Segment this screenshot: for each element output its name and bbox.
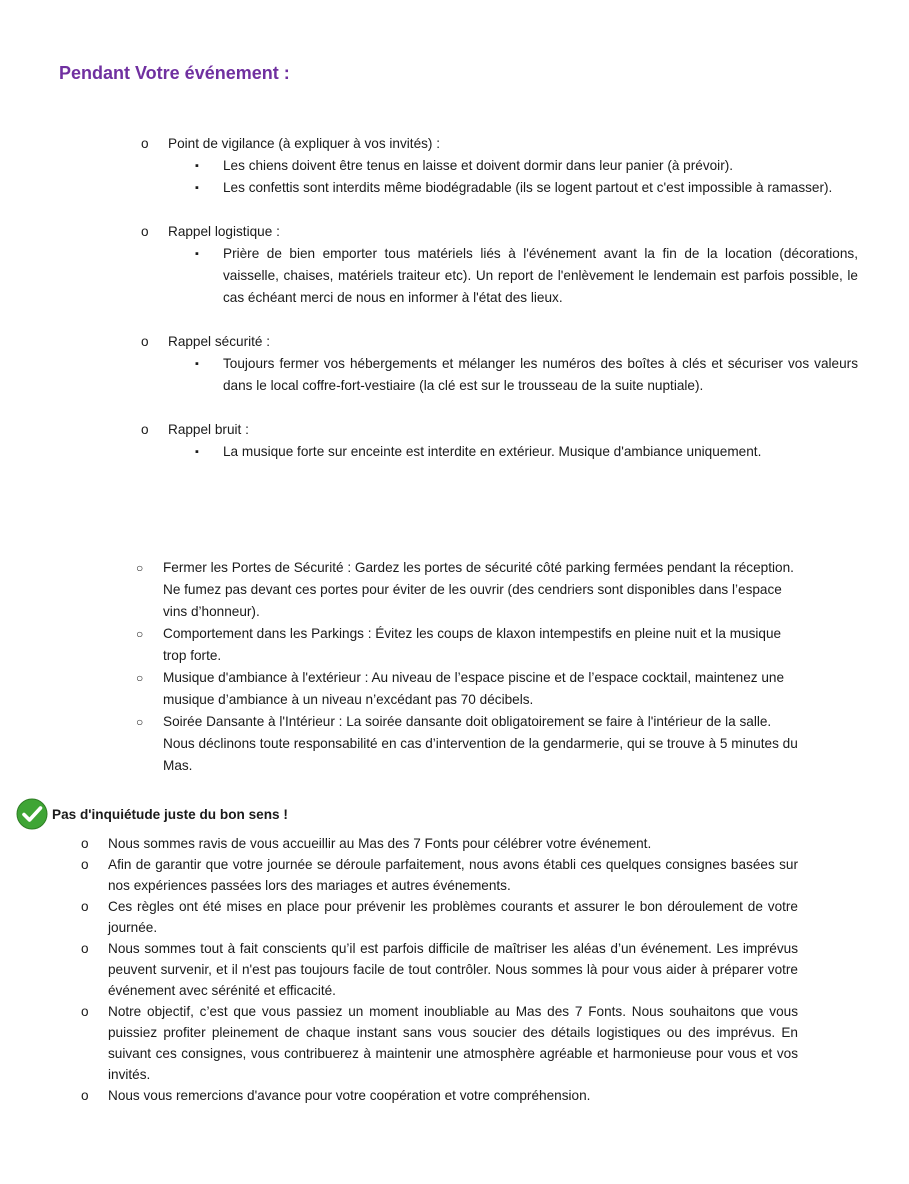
reassurance-list	[108, 833, 798, 1106]
check-circle-icon	[16, 798, 48, 830]
list-item: ▪ Les confettis sont interdits même biodégradable (ils se logent partout et c'est impossible à ramasser).	[223, 177, 858, 199]
list-item: o Ces règles ont été mises en place pour prévenir les problèmes courants et assurer le bon déroulement de votre journée.	[108, 896, 798, 938]
logistique-group	[168, 221, 858, 309]
page-title: Pendant Votre événement :	[59, 63, 290, 83]
list-item: ▪ La musique forte sur enceinte est interdite en extérieur. Musique d'ambiance uniquement.	[223, 441, 858, 463]
logistique-heading: o Rappel logistique :	[168, 221, 858, 243]
bruit-list	[168, 441, 858, 463]
logistique-list	[168, 243, 858, 309]
list-item: ○ Musique d'ambiance à l'extérieur : Au niveau de l’espace piscine et de l’espace cocktail, maintenez une musique d’ambiance à un niveau n’excédant pas 70 décibels.	[163, 667, 803, 711]
bruit-group	[168, 419, 858, 463]
list-item: ○ Soirée Dansante à l'Intérieur : La soirée dansante doit obligatoirement se faire à l'intérieur de la salle. Nous déclinons toute responsabilité en cas d’intervention de la gendarmerie, qui se trouve à 5 minutes du Mas.	[163, 711, 803, 777]
securite-heading: o Rappel sécurité :	[168, 331, 858, 353]
vigilance-heading: o Point de vigilance (à expliquer à vos invités) :	[168, 133, 858, 155]
reassurance-section	[108, 833, 798, 1106]
rules-list	[163, 557, 803, 777]
list-item: o Nous sommes tout à fait conscients qu’il est parfois difficile de maîtriser les aléas d’un événement. Les imprévus peuvent survenir, et il n'est pas toujours facile de tout contrôler. Nous sommes là pour vous aider à préparer votre événement avec sérénité et efficacité.	[108, 938, 798, 1001]
list-item: o Notre objectif, c’est que vous passiez un moment inoubliable au Mas des 7 Fonts. Nous souhaitons que vous puissiez profiter pleinement de chaque instant sans vous soucier des détails logistiques ou des imprévus. En suivant ces consignes, vous contribuerez à maintenir une atmosphère agréable et harmonieuse pour vous et vos invités.	[108, 1001, 798, 1085]
securite-group	[168, 331, 858, 397]
list-item: ▪ Prière de bien emporter tous matériels liés à l'événement avant la fin de la location (décorations, vaisselle, chaises, matériels traiteur etc). Un report de l'enlèvement le lendemain est parfois possible, le cas échéant merci de nous en informer à l'état des lieux.	[223, 243, 858, 309]
guidelines-section	[168, 133, 858, 485]
reassurance-heading: Pas d'inquiétude juste du bon sens !	[52, 807, 288, 822]
rules-section	[163, 557, 803, 777]
list-item: ○ Comportement dans les Parkings : Évitez les coups de klaxon intempestifs en pleine nuit et la musique trop forte.	[163, 623, 803, 667]
bruit-heading: o Rappel bruit :	[168, 419, 858, 441]
list-item: o Nous vous remercions d'avance pour votre coopération et votre compréhension.	[108, 1085, 798, 1106]
list-item: o Afin de garantir que votre journée se déroule parfaitement, nous avons établi ces quelques consignes basées sur nos expériences passées lors des mariages et autres événements.	[108, 854, 798, 896]
list-item: ○ Fermer les Portes de Sécurité : Gardez les portes de sécurité côté parking fermées pendant la réception. Ne fumez pas devant ces portes pour éviter de les ouvrir (des cendriers sont disponibles dans l’espace vins d’honneur).	[163, 557, 803, 623]
list-item: ▪ Toujours fermer vos hébergements et mélanger les numéros des boîtes à clés et sécuriser vos valeurs dans le local coffre-fort-vestiaire (la clé est sur le trousseau de la suite nuptiale).	[223, 353, 858, 397]
securite-list	[168, 353, 858, 397]
vigilance-group	[168, 133, 858, 199]
list-item: ▪ Les chiens doivent être tenus en laisse et doivent dormir dans leur panier (à prévoir).	[223, 155, 858, 177]
list-item: o Nous sommes ravis de vous accueillir au Mas des 7 Fonts pour célébrer votre événement.	[108, 833, 798, 854]
vigilance-list	[168, 155, 858, 199]
